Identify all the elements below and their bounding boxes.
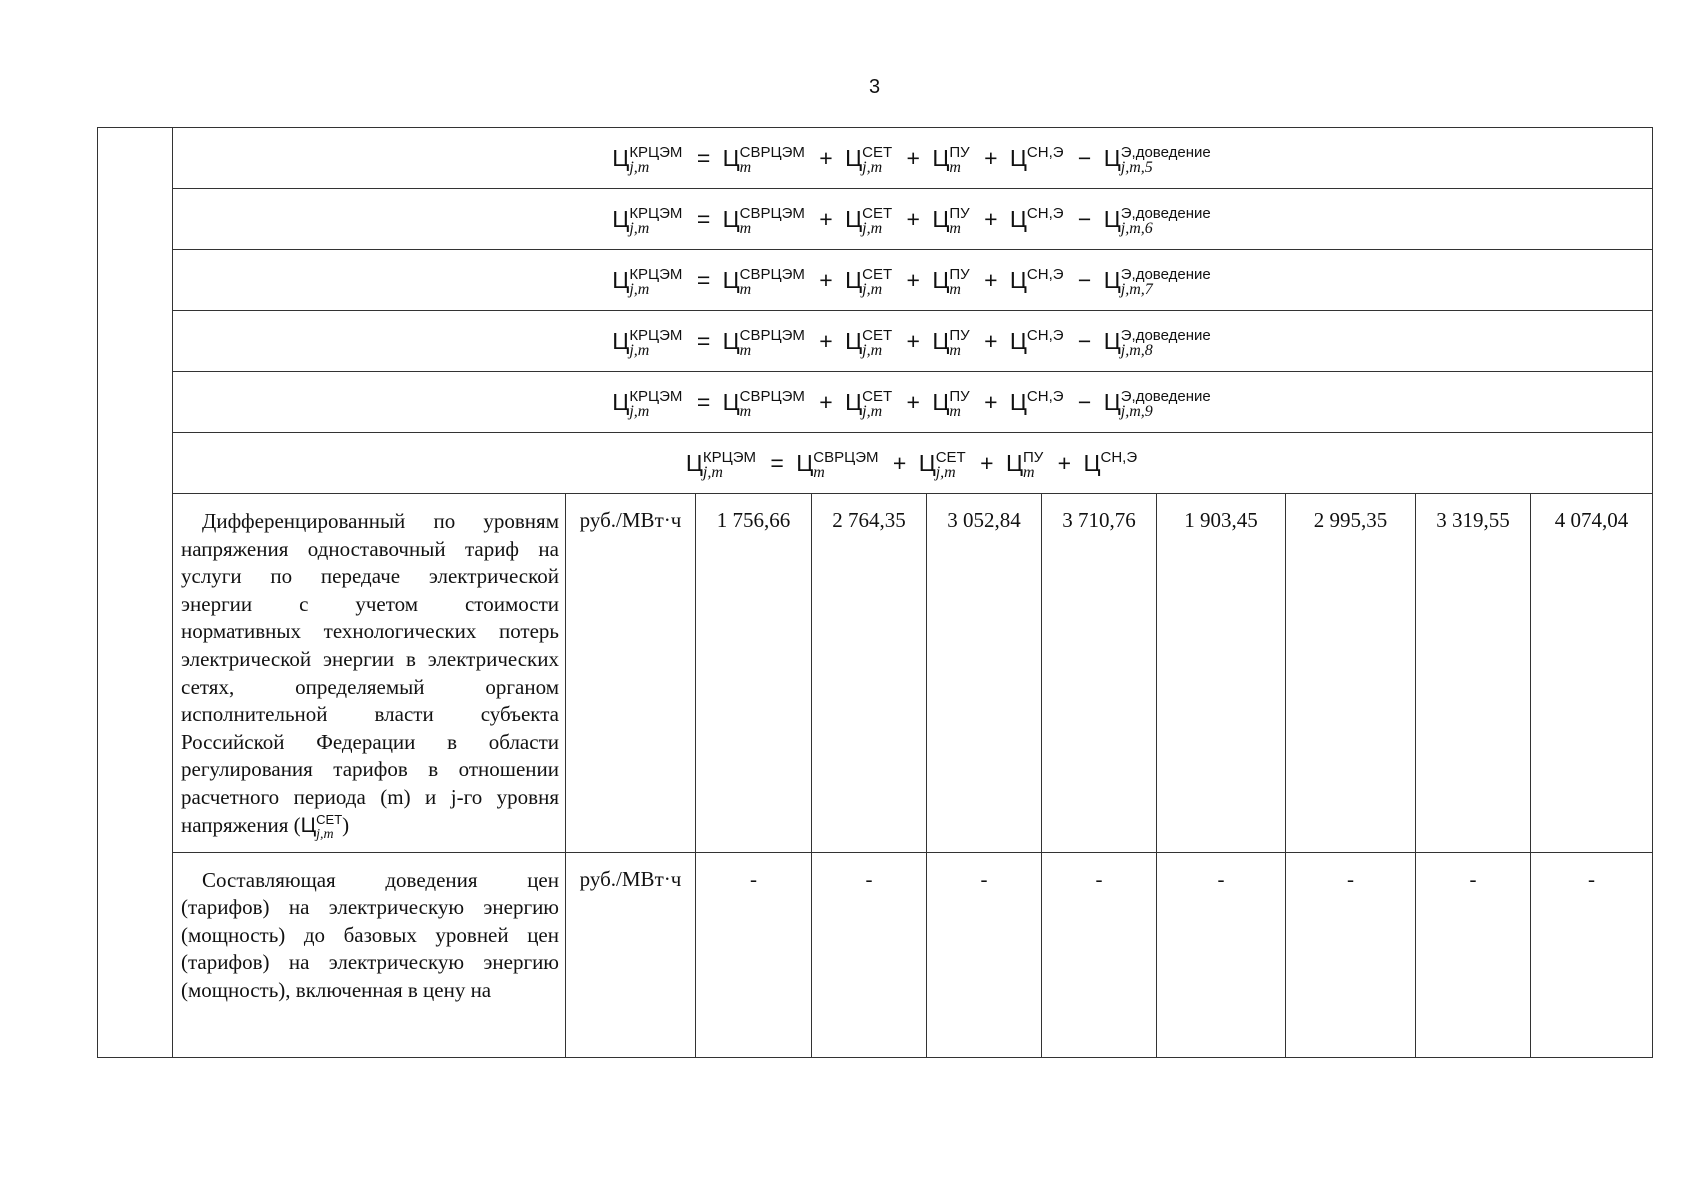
formula-cell: [173, 433, 1653, 494]
formula-term-4: Ц СН,Э: [1083, 448, 1138, 476]
formula-lhs: Ц КРЦЭМ j,m: [612, 326, 683, 359]
formula-term-1: Ц СВРЦЭМ m: [796, 448, 879, 481]
description-text: Дифференцированный по уровням напряжения одноставочный тариф на услуги по передаче электрической энергии с учетом стоимости нормативных технологических потерь электрической энергии в электрических сетях, определяемый органом исполнительной власти субъекта Российской Федерации в области регулирования тарифов в отношении расчетного периода (m) и j-го уровня напряжения (: [181, 509, 559, 837]
formula-term-2: Ц СЕТ j,m: [845, 265, 893, 298]
formula-lhs: Ц КРЦЭМ j,m: [612, 204, 683, 237]
formula: Ц КРЦЭМ j,m = Ц СВРЦЭМ m + Ц СЕТ j,m + Ц ПУ m + Ц СН,Э − Ц Э,доведение j,m,5: [612, 143, 1211, 176]
row-description: [173, 852, 566, 1057]
value-cell: 3 052,84: [927, 494, 1042, 853]
formula-term-4: Ц СН,Э: [1009, 387, 1064, 415]
formula-row: [98, 128, 1653, 189]
formula-term-2: Ц СЕТ j,m: [845, 204, 893, 237]
formula-term-1: Ц СВРЦЭМ m: [722, 143, 805, 176]
value-cell: -: [1286, 852, 1416, 1057]
formula-row: [98, 372, 1653, 433]
formula-term-5: Ц Э,доведение j,m,8: [1103, 326, 1211, 359]
formula-lhs: Ц КРЦЭМ j,m: [685, 448, 757, 481]
tariff-table: [97, 127, 1653, 1058]
value-cell: 3 710,76: [1042, 494, 1157, 853]
value-cell: 4 074,04: [1531, 494, 1653, 853]
formula-term-3: Ц ПУ m: [1005, 448, 1044, 481]
formula: Ц КРЦЭМ j,m = Ц СВРЦЭМ m + Ц СЕТ j,m + Ц ПУ m + Ц СН,Э − Ц Э,доведение j,m,6: [612, 204, 1211, 237]
formula-cell: [173, 372, 1653, 433]
formula: Ц КРЦЭМ j,m = Ц СВРЦЭМ m + Ц СЕТ j,m + Ц ПУ m + Ц СН,Э − Ц Э,доведение j,m,8: [612, 326, 1211, 359]
formula-term-3: Ц ПУ m: [932, 326, 970, 359]
formula-cell: [173, 250, 1653, 311]
value-cell: -: [927, 852, 1042, 1057]
formula-row: [98, 250, 1653, 311]
tariff-row: [98, 494, 1653, 853]
formula: Ц КРЦЭМ j,m = Ц СВРЦЭМ m + Ц СЕТ j,m + Ц ПУ m + Ц СН,Э − Ц Э,доведение j,m,9: [612, 387, 1211, 420]
formula-term-4: Ц СН,Э: [1009, 265, 1064, 293]
formula-term-4: Ц СН,Э: [1009, 143, 1064, 171]
formula-term-2: Ц СЕТ j,m: [845, 326, 893, 359]
value-cell: -: [812, 852, 927, 1057]
formula: Ц КРЦЭМ j,m = Ц СВРЦЭМ m + Ц СЕТ j,m + Ц ПУ m + Ц СН,Э: [685, 448, 1138, 481]
formula-cell: [173, 311, 1653, 372]
formula-cell: [173, 128, 1653, 189]
formula-row: [98, 311, 1653, 372]
formula-cell: [173, 189, 1653, 250]
formula-term-3: Ц ПУ m: [932, 204, 970, 237]
value-cell: 2 764,35: [812, 494, 927, 853]
formula-term-2: Ц СЕТ j,m: [845, 387, 893, 420]
value-cell: 1 756,66: [696, 494, 812, 853]
value-cell: 1 903,45: [1157, 494, 1286, 853]
formula-lhs: Ц КРЦЭМ j,m: [612, 265, 683, 298]
formula-term-4: Ц СН,Э: [1009, 204, 1064, 232]
description-text: Составляющая доведения цен (тарифов) на электрическую энергию (мощность) до базовых уровней цен (тарифов) на электрическую энергию (мощность), включенная в цену на: [181, 867, 559, 1002]
component-row: [98, 852, 1653, 1057]
formula-row: [98, 433, 1653, 494]
unit-cell: руб./МВт·ч: [566, 494, 696, 853]
tariff-symbol: Ц СЕТ j,m: [300, 811, 343, 842]
formula-row: [98, 189, 1653, 250]
left-margin-column: [98, 128, 173, 1058]
value-cell: -: [1042, 852, 1157, 1057]
value-cell: 2 995,35: [1286, 494, 1416, 853]
formula-term-1: Ц СВРЦЭМ m: [722, 265, 805, 298]
formula-term-5: Ц Э,доведение j,m,7: [1103, 265, 1211, 298]
row-description: Дифференцированный по уровням напряжения одноставочный тариф на услуги по передаче электрической энергии с учетом стоимости нормативных технологических потерь электрической энергии в электрических сетях, определяемый органом исполнительной власти субъекта Российской Федерации в области регулирования тарифов в отношении расчетного периода (m) и j-го уровня напряжения (Ц СЕТ j,m ): [173, 494, 566, 853]
formula-lhs: Ц КРЦЭМ j,m: [612, 387, 683, 420]
formula-term-3: Ц ПУ m: [932, 143, 970, 176]
formula-term-2: Ц СЕТ j,m: [845, 143, 893, 176]
value-cell: -: [1416, 852, 1531, 1057]
formula-term-5: Ц Э,доведение j,m,5: [1103, 143, 1211, 176]
unit-cell: руб./МВт·ч: [566, 852, 696, 1057]
formula-term-3: Ц ПУ m: [932, 265, 970, 298]
value-cell: -: [696, 852, 812, 1057]
formula-term-2: Ц СЕТ j,m: [918, 448, 966, 481]
formula-term-1: Ц СВРЦЭМ m: [722, 387, 805, 420]
value-cell: -: [1531, 852, 1653, 1057]
value-cell: -: [1157, 852, 1286, 1057]
formula-term-1: Ц СВРЦЭМ m: [722, 326, 805, 359]
formula-lhs: Ц КРЦЭМ j,m: [612, 143, 683, 176]
formula-term-3: Ц ПУ m: [932, 387, 970, 420]
formula-term-5: Ц Э,доведение j,m,6: [1103, 204, 1211, 237]
page-number: 3: [869, 76, 881, 98]
formula: Ц КРЦЭМ j,m = Ц СВРЦЭМ m + Ц СЕТ j,m + Ц ПУ m + Ц СН,Э − Ц Э,доведение j,m,7: [612, 265, 1211, 298]
formula-term-4: Ц СН,Э: [1009, 326, 1064, 354]
formula-term-5: Ц Э,доведение j,m,9: [1103, 387, 1211, 420]
formula-term-1: Ц СВРЦЭМ m: [722, 204, 805, 237]
value-cell: 3 319,55: [1416, 494, 1531, 853]
